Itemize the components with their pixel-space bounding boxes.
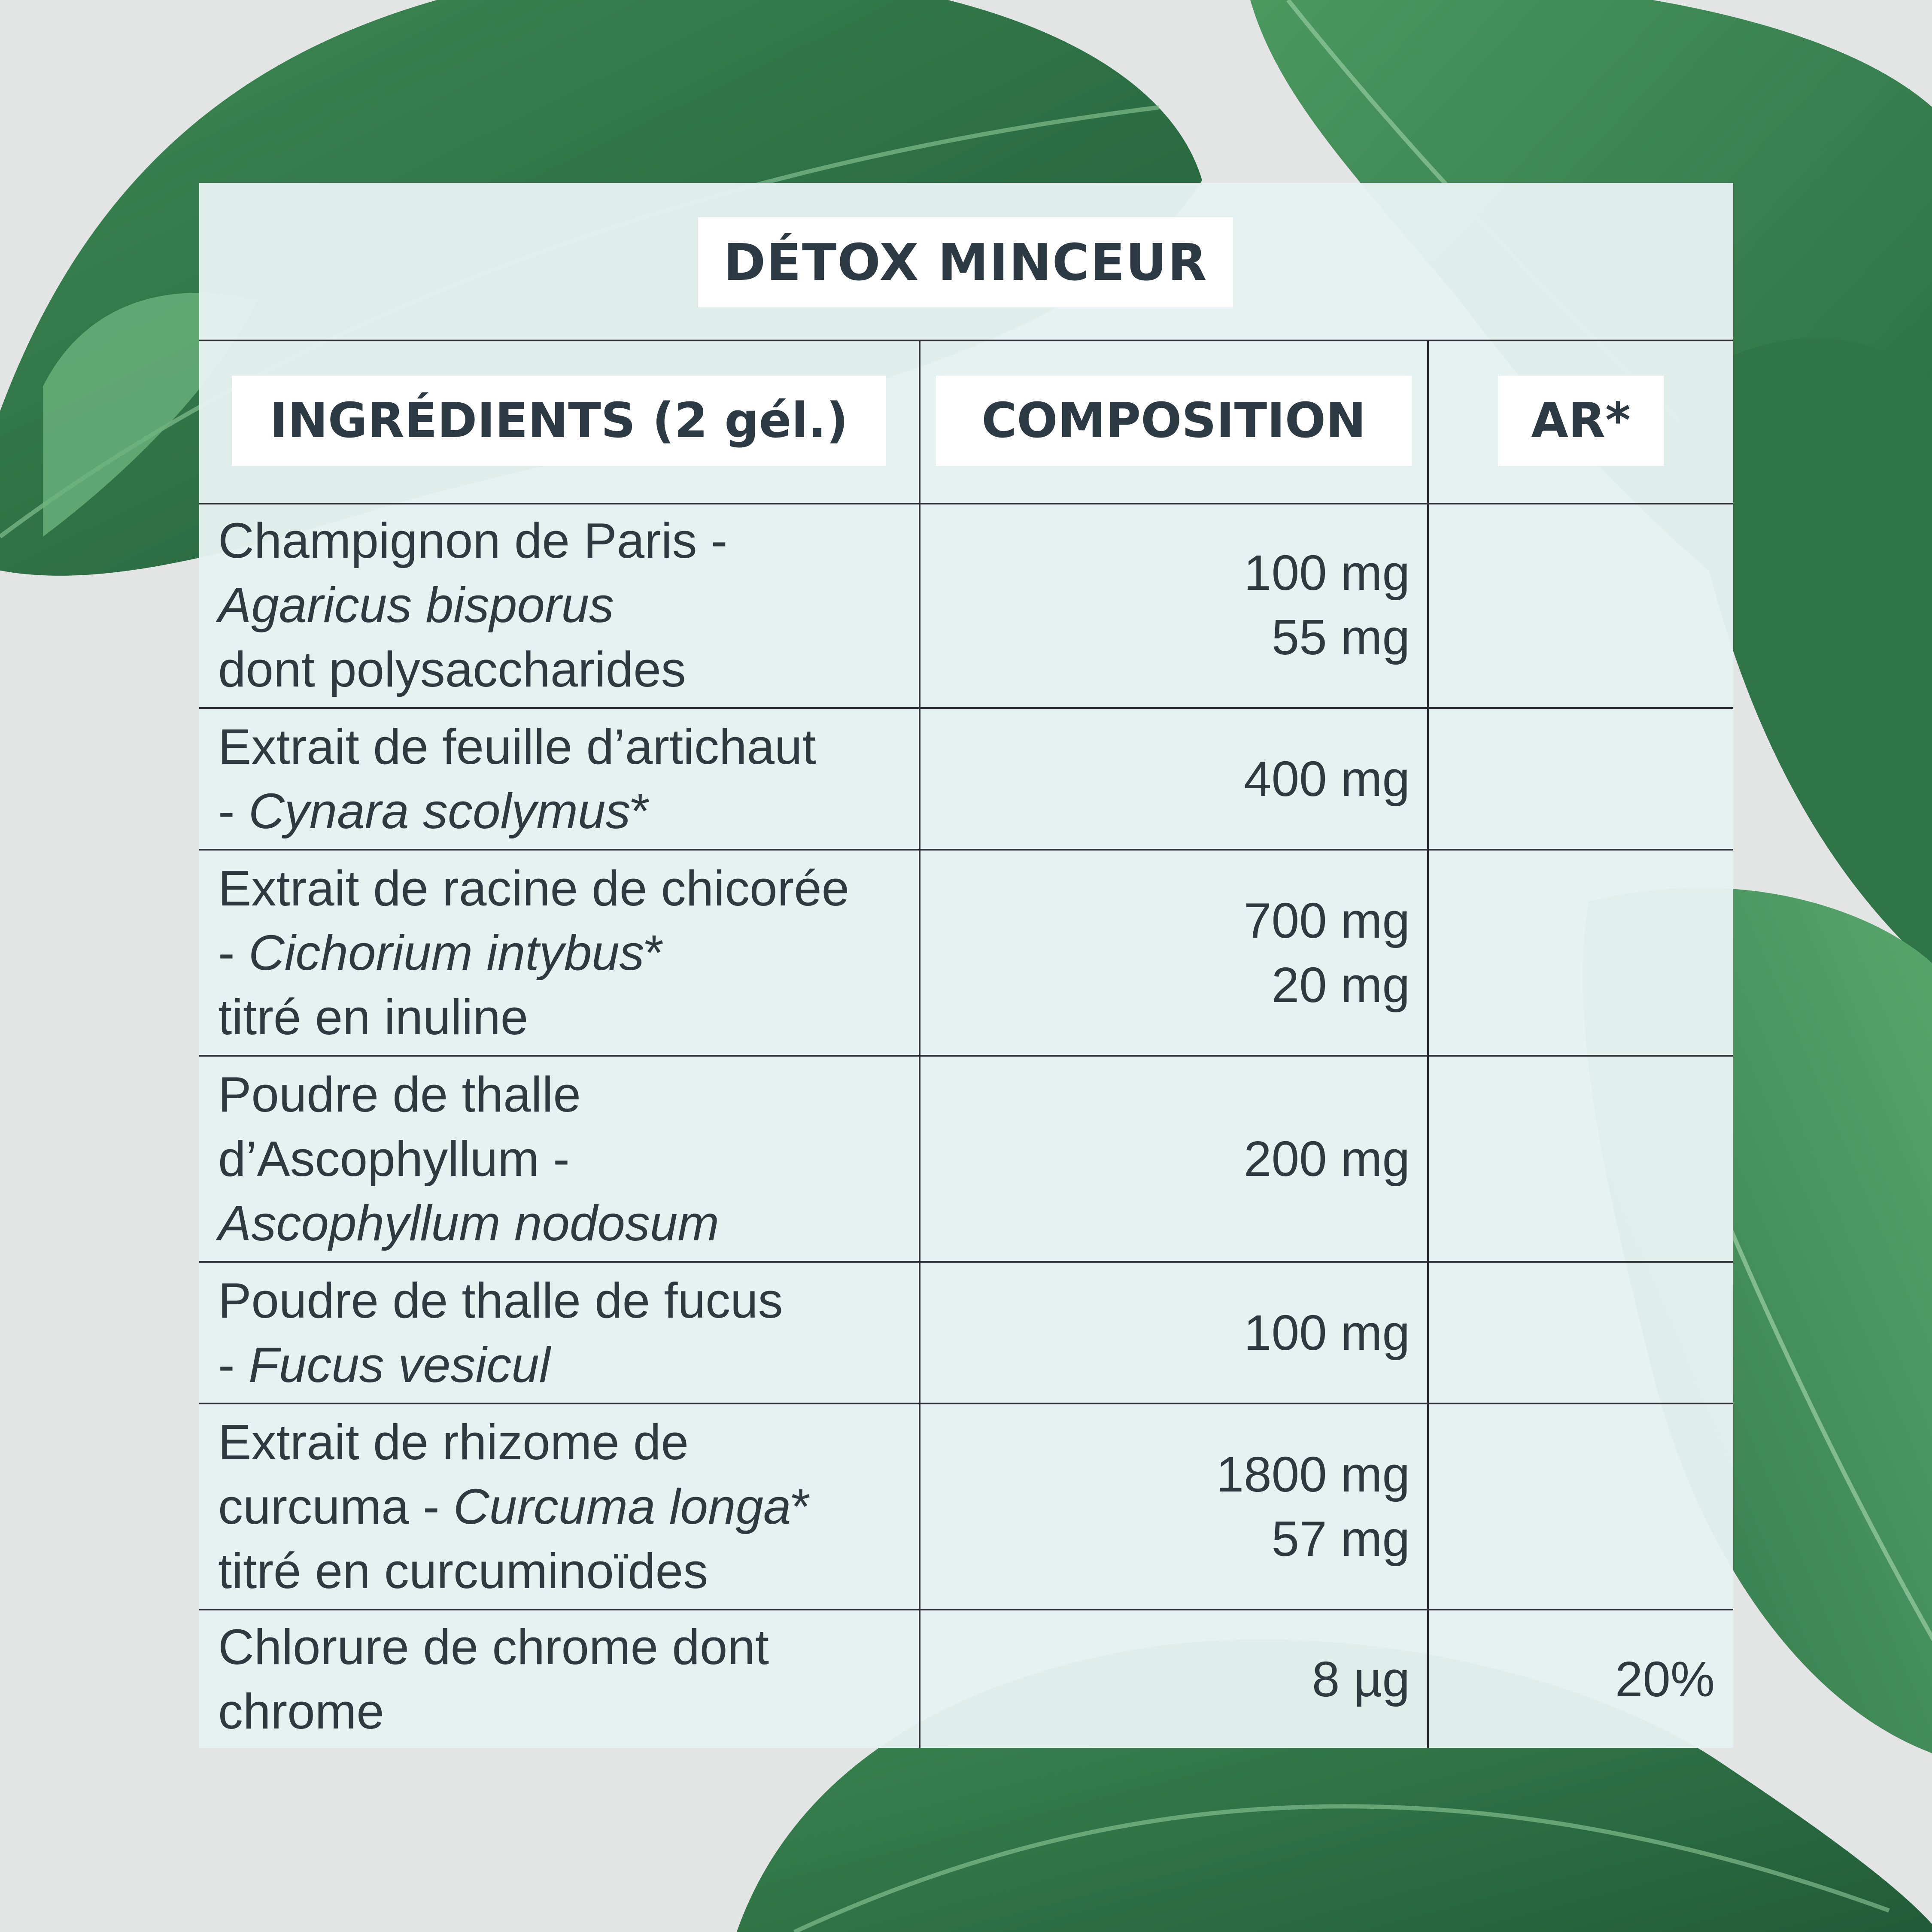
composition-value: 400 mg [1244,751,1410,807]
table-title: DÉTOX MINCEUR [698,217,1233,307]
composition-value: 200 mg [1244,1131,1410,1187]
ingredient-line: curcuma - Curcuma longa* [218,1479,811,1534]
header-row [199,340,1733,504]
composition-value: 1800 mg [1216,1446,1410,1502]
composition-cell [925,1404,1410,1609]
ingredient-cell [218,503,914,707]
header-composition: COMPOSITION [936,376,1412,466]
composition-value: 8 µg [1312,1651,1410,1707]
ingredient-cell [218,1610,914,1748]
composition-value: 100 mg [1244,1305,1410,1361]
ingredient-line: d’Ascophyllum - [218,1131,570,1187]
ingredient-line: - Cynara scolymus* [218,783,650,839]
header-ar: AR* [1498,376,1664,466]
ar-cell: 20% [1615,1651,1715,1707]
table-row [199,503,1733,709]
table-row [199,1057,1733,1263]
composition-cell [925,503,1410,707]
ingredient-cell [218,1404,914,1609]
nutrition-table [199,183,1733,1748]
ar-cell [1431,1263,1715,1403]
ingredient-cell [218,709,914,849]
latin-name: Fucus vesicul [248,1337,550,1393]
ar-cell [1431,1057,1715,1261]
table-row [199,709,1733,851]
ingredient-line: - Cichorium intybus* [218,925,664,981]
ar-cell [1431,1404,1715,1609]
composition-cell [925,851,1410,1055]
title-row [199,183,1733,341]
composition-cell [925,709,1410,849]
ingredient-cell [218,1057,914,1261]
composition-value: 700 mg [1244,893,1410,948]
ar-cell [1431,503,1715,707]
ingredient-line: titré en curcuminoïdes [218,1543,708,1599]
latin-name: Cichorium intybus [248,925,644,981]
composition-cell [925,1263,1410,1403]
composition-value: 57 mg [1271,1511,1410,1567]
ingredient-line: Poudre de thalle [218,1066,581,1122]
ingredient-line: dont polysaccharides [218,641,686,697]
latin-name: Curcuma longa [453,1479,791,1534]
composition-cell [925,1610,1410,1748]
ar-cell [1431,851,1715,1055]
ingredient-cell [218,1263,914,1403]
ingredient-cell [218,851,914,1055]
ingredient-line: Poudre de thalle de fucus [218,1273,783,1328]
ingredient-line: titré en inuline [218,989,529,1045]
ingredient-line [218,1191,914,1255]
table-row [199,1404,1733,1610]
ingredient-line: - Fucus vesicul [218,1337,550,1393]
ar-cell [1431,709,1715,849]
ingredient-line: Extrait de rhizome de [218,1414,689,1470]
ingredient-line: Extrait de racine de chicorée [218,860,850,916]
composition-cell [925,1057,1410,1261]
table-row [199,1610,1733,1748]
ingredient-line: Extrait de feuille d’artichaut [218,719,816,775]
composition-value: 55 mg [1271,609,1410,665]
composition-value: 100 mg [1244,545,1410,601]
latin-name: Ascophyllum nodosum [218,1195,720,1251]
composition-value: 20 mg [1271,957,1410,1013]
ingredient-line: Chlorure de chrome dont [218,1619,769,1675]
latin-name: Agaricus bisporus [218,577,614,633]
ingredient-line: chrome [218,1683,384,1739]
ingredient-line [218,573,914,637]
table-row [199,1263,1733,1404]
header-ingredients: INGRÉDIENTS (2 gél.) [232,376,886,466]
table-row [199,851,1733,1057]
latin-name: Cynara scolymus [248,783,631,839]
ingredient-line: Champignon de Paris - [218,513,728,568]
